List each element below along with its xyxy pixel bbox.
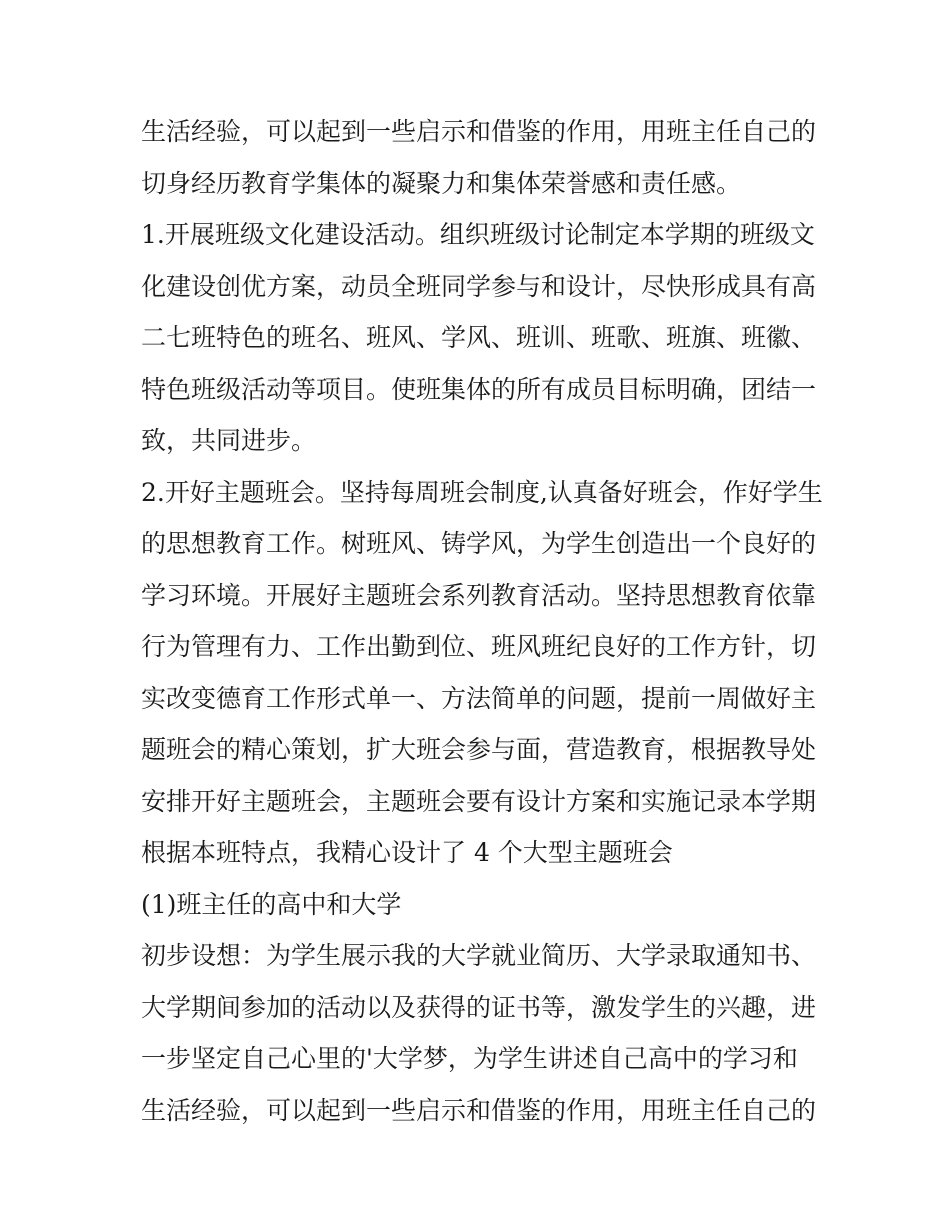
text-line: 一步坚定自己心里的'大学梦，为学生讲述自己高中的学习和 (141, 1044, 798, 1073)
text-line: 学习环境。开展好主题班会系列教育活动。坚持思想教育依靠 (141, 580, 817, 610)
text-line: 大学期间参加的活动以及获得的证书等，激发学生的兴趣，进 (141, 992, 817, 1022)
text-line: 二七班特色的班名、班风、学风、班训、班歌、班旗、班徽、 (141, 323, 817, 352)
text-line: 根据本班特点，我精心设计了 4 个大型主题班会 (141, 838, 673, 867)
text-line: 致，共同进步。 (141, 426, 317, 455)
text-line: 的思想教育工作。树班风、铸学风，为学生创造出一个良好的 (141, 529, 817, 558)
text-line: 特色班级活动等项目。使班集体的所有成员目标明确，团结一 (141, 374, 817, 404)
text-line: 1.开展班级文化建设活动。组织班级讨论制定本学期的班级文 (141, 220, 815, 249)
text-line: 化建设创优方案，动员全班同学参与和设计，尽快形成具有高 (141, 271, 817, 301)
text-line: 生活经验，可以起到一些启示和借鉴的作用，用班主任自己的 (141, 1095, 817, 1125)
text-line: 实改变德育工作形式单一、方法简单的问题，提前一周做好主 (141, 683, 817, 713)
text-line: 题班会的精心策划，扩大班会参与面，营造教育，根据教导处 (141, 735, 817, 764)
text-line: (1)班主任的高中和大学 (141, 889, 402, 919)
text-line: 2.开好主题班会。坚持每周班会制度,认真备好班会，作好学生 (141, 477, 823, 507)
text-line: 生活经验，可以起到一些启示和借鉴的作用，用班主任自己的 (141, 117, 817, 146)
text-line: 初步设想：为学生展示我的大学就业简历、大学录取通知书、 (141, 941, 817, 970)
body-text (141, 106, 821, 1136)
text-line: 行为管理有力、工作出勤到位、班风班纪良好的工作方针，切 (141, 632, 817, 661)
text-line: 切身经历教育学集体的凝聚力和集体荣誉感和责任感。 (141, 168, 742, 198)
text-line: 安排开好主题班会，主题班会要有设计方案和实施记录本学期 (141, 786, 817, 816)
